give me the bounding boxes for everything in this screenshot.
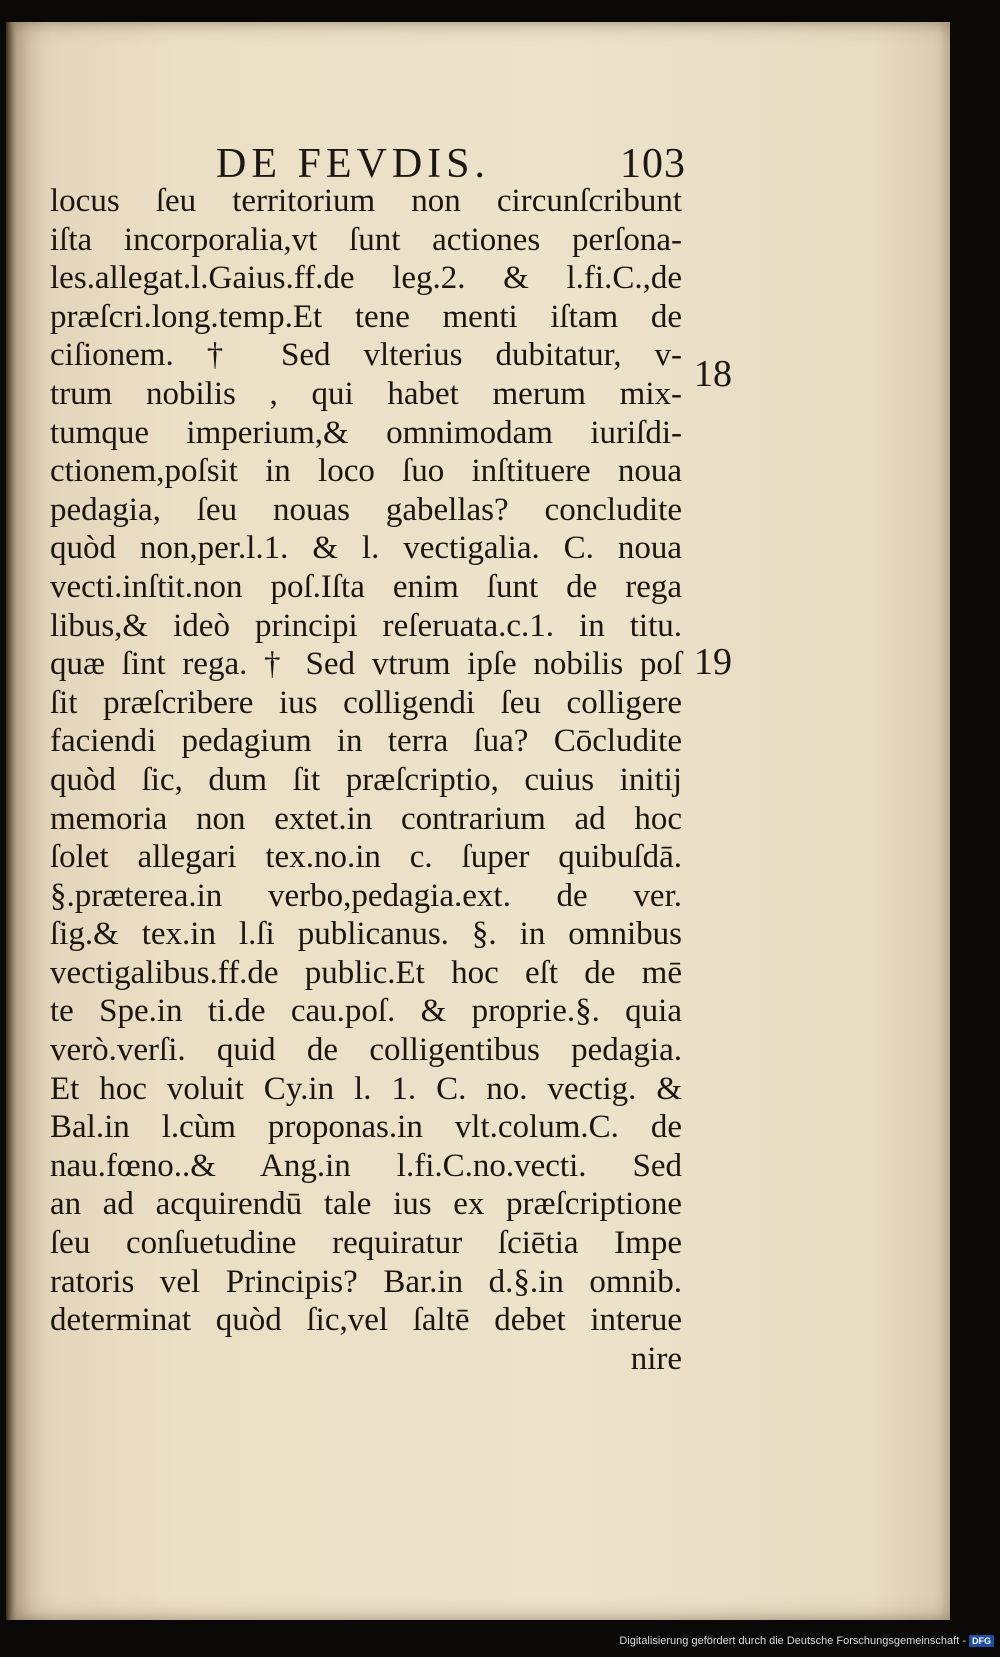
running-header: [216, 140, 686, 186]
text-line: memoria non extet.in contrarium ad hoc: [50, 800, 682, 837]
text-line: ctionem,poſsit in loco ſuo inſtituere noua: [50, 453, 682, 490]
text-line: quòd non,per.l.1. & l. vectigalia. C. noua: [50, 530, 682, 567]
text-line: Bal.in l.cùm proponas.in vlt.colum.C. de: [50, 1109, 682, 1146]
text-line: trum nobilis , qui habet merum mix-: [50, 375, 682, 412]
running-title: DE FEVDIS.: [216, 141, 491, 187]
text-line: nau.fœno..& Ang.in l.fi.C.no.vecti. Sed: [50, 1147, 682, 1184]
text-line: ſit præſcribere ius colligendi ſeu colligere: [50, 684, 682, 721]
text-line: libus,& ideò principi reſeruata.c.1. in titu.: [50, 607, 682, 644]
text-line: §.præterea.in verbo,pedagia.ext. de ver.: [50, 877, 682, 914]
text-line: nire: [630, 1340, 682, 1377]
margin-note: 18: [694, 353, 732, 395]
text-line: iſta incorporalia,vt ſunt actiones perſona-: [50, 221, 682, 258]
text-line: an ad acquirendū tale ius ex præſcriptione: [50, 1186, 682, 1223]
margin-note: 19: [694, 641, 732, 683]
text-line: vecti.inſtit.non poſ.Iſta enim ſunt de rega: [50, 568, 682, 605]
text-line: ratoris vel Principis? Bar.in d.§.in omnib.: [50, 1263, 682, 1300]
text-line: quòd ſic, dum ſit præſcriptio, cuius initij: [50, 761, 682, 798]
text-line: ſig.& tex.in l.ſi publicanus. §. in omnibus: [50, 916, 682, 953]
text-line: tumque imperium,& omnimodam iuriſdi-: [50, 414, 682, 451]
footer-credit-text: Digitalisierung gefördert durch die Deutsche Forschungsgemeinschaft -: [619, 1635, 966, 1647]
text-line: vectigalibus.ff.de public.Et hoc eſt de mē: [50, 954, 682, 991]
text-line: ciſionem. † Sed vlterius dubitatur, v-: [50, 337, 682, 374]
text-line: faciendi pedagium in terra ſua? Cōcludite: [50, 723, 682, 760]
book-page: [6, 22, 950, 1620]
body-text: [50, 182, 682, 1378]
text-line: pedagia, ſeu nouas gabellas? concludite: [50, 491, 682, 528]
dfg-logo: DFG: [969, 1635, 994, 1647]
page-number: 103: [620, 141, 686, 187]
text-line: quæ ſint rega. † Sed vtrum ipſe nobilis poſ: [50, 646, 682, 683]
text-line: verò.verſi. quid de colligentibus pedagia.: [50, 1032, 682, 1069]
text-line: præſcri.long.temp.Et tene menti iſtam de: [50, 298, 682, 335]
text-line: locus ſeu territorium non circunſcribunt: [50, 183, 682, 219]
text-line: Et hoc voluit Cy.in l. 1. C. no. vectig. &: [50, 1070, 682, 1107]
footer-credit: [619, 1633, 994, 1649]
text-line: ſolet allegari tex.no.in c. ſuper quibuſdā.: [50, 839, 682, 876]
text-line: te Spe.in ti.de cau.poſ. & proprie.§. quia: [50, 993, 682, 1030]
text-line: ſeu conſuetudine requiratur ſciētia Impe: [50, 1225, 682, 1262]
text-line: determinat quòd ſic,vel ſaltē debet interue: [50, 1302, 682, 1339]
text-line: les.allegat.l.Gaius.ff.de leg.2. & l.fi.C.,de: [50, 260, 682, 297]
